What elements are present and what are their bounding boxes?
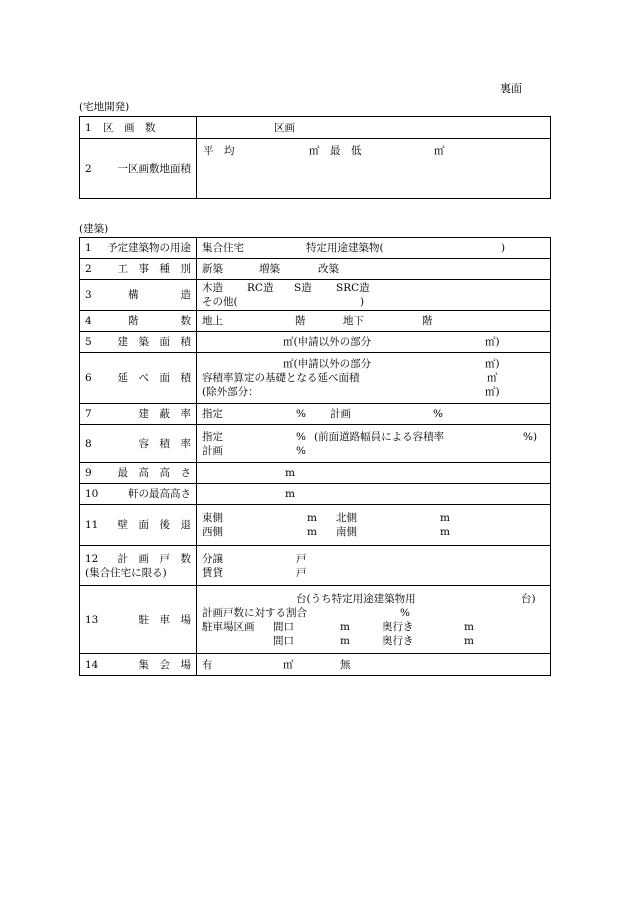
value-text: 階 [295,315,306,327]
value-text: ㎡ [283,658,294,671]
section-title-land: (宅地開発) [79,101,130,113]
value-text: 分譲 [202,552,223,565]
value-text: m [464,620,474,633]
page-side-label: 裏面 [500,82,522,95]
label-note: (集合住宅に限る) [85,566,167,579]
value-text: 駐車場区画 [202,620,255,633]
value-text: % [433,408,443,420]
label-text: 階 数 [128,315,191,327]
value-text: 改築 [318,263,339,275]
row-number: 12 [85,552,99,565]
value-text: 階 [422,315,433,327]
value-text: 計画戸数に対する割合 [202,606,307,619]
value-text: m [464,634,474,647]
land-development-table [79,116,551,199]
meeting-room-value[interactable] [197,654,551,676]
row-label [80,238,197,259]
value-text: 地上 [202,315,223,327]
value-text: ) [360,296,365,308]
unit-text: 区画 [274,122,295,134]
structure-value[interactable] [197,280,551,311]
value-text: m [307,526,317,538]
value-text: 戸 [296,552,307,565]
row-label [80,484,197,505]
row-number: 2 [85,263,92,275]
value-text: m [340,634,350,647]
value-text: % [400,606,410,619]
label-text: 予定建築物の用途 [107,242,191,254]
label-text: 軒の最高高さ [128,488,191,500]
row-number: 8 [85,437,92,450]
row-number: 11 [85,519,99,531]
value-text: その他( [202,296,238,308]
avg-label: 平 均 [203,145,235,157]
m2-unit: ㎡ [309,145,320,157]
building-area-value[interactable] [197,332,551,353]
value-text: ㎡(申請以外の部分 [283,336,372,348]
row-number: 1 [85,121,92,134]
row-label [80,404,197,425]
use-value[interactable] [197,238,551,259]
row-label [80,259,197,280]
row-number: 1 [85,242,92,254]
units-value[interactable] [197,546,551,586]
row-label [80,280,197,311]
parking-value[interactable] [197,586,551,654]
label-text: 容 積 率 [138,437,191,450]
value-text: m [340,620,350,633]
floor-area-value[interactable] [197,353,551,404]
coverage-ratio-value[interactable] [197,404,551,425]
value-text: 無 [340,658,351,671]
value-text: m [285,467,295,479]
value-text: ㎡(申請以外の部分 [283,358,372,370]
eaves-height-value[interactable] [197,484,551,505]
building-table [79,237,551,676]
value-text: 特定用途建築物( [306,242,384,254]
value-text: 計画 [202,444,223,457]
lots-value[interactable] [197,117,551,139]
value-text: (除外部分： [202,386,259,398]
value-text: 賃貸 [202,566,223,579]
label-text: 壁 面 後 退 [117,519,191,531]
max-height-value[interactable] [197,463,551,484]
value-text: 計画 [330,408,351,420]
value-text: 東側 [202,512,223,524]
m2-unit: ㎡ [434,145,445,157]
row-label [80,505,197,546]
label-text: 構 造 [128,289,191,301]
row-number: 2 [85,162,92,175]
value-text: m [285,488,295,500]
value-text: 間口 [273,620,294,633]
value-text: SRC造 [336,282,370,294]
row-label [80,311,197,332]
value-text: m [440,512,450,524]
label-text: 区 画 数 [103,121,156,134]
value-text: 南側 [336,526,357,538]
label-text: 駐 車 場 [138,613,191,626]
row-label [80,425,197,463]
row-number: 10 [85,488,99,500]
value-text: (前面道路幅員による容積率 [314,430,445,443]
label-text: 集 会 場 [138,658,191,671]
row-label [80,586,197,654]
row-label [80,654,197,676]
value-text: 地下 [343,315,364,327]
value-text: 木造 [202,282,223,294]
row-number: 3 [85,289,92,301]
row-number: 14 [85,658,99,671]
row-label [80,139,197,199]
value-text: 戸 [296,566,307,579]
value-text: m [307,512,317,524]
value-text: %) [523,430,538,443]
lot-area-value[interactable] [197,139,551,199]
min-label: 最 低 [330,145,362,157]
value-text: 指定 [202,430,223,443]
label-text: 工 事 種 別 [117,263,191,275]
row-label [80,463,197,484]
row-label [80,117,197,139]
label-text: 一区画敷地面積 [117,162,191,175]
value-text: S造 [294,282,312,294]
value-text: 北側 [336,512,357,524]
row-number: 13 [85,613,99,626]
label-text: 建 蔽 率 [138,408,191,420]
value-text: 有 [202,658,213,671]
value-text: ㎡ [487,372,498,384]
value-text: % [296,444,306,457]
value-text: 新築 [202,263,223,275]
value-text: 奥行き [382,634,414,647]
floor-area-ratio-value[interactable] [197,425,551,463]
row-label [80,546,197,586]
row-number: 6 [85,372,92,384]
label-text: 計 画 戸 数 [117,552,191,565]
row-number: 9 [85,467,92,479]
setback-value[interactable] [197,505,551,546]
value-text: 容積率算定の基礎となる延べ面積 [202,372,360,384]
section-title-building: (建築) [79,223,109,235]
value-text: ) [501,242,506,254]
value-text: 奥行き [382,620,414,633]
value-text: 間口 [273,634,294,647]
value-text: ㎡) [485,336,500,348]
floors-value[interactable] [197,311,551,332]
value-text: m [440,526,450,538]
value-text: RC造 [247,282,274,294]
value-text: ㎡) [485,386,500,398]
value-text: ㎡) [485,358,500,370]
label-text: 最 高 高 さ [117,467,191,479]
value-text: 台) [521,592,536,605]
value-text: 集合住宅 [202,242,244,254]
value-text: 台(うち特定用途建築物用 [296,592,416,605]
row-number: 5 [85,336,92,348]
row-label [80,332,197,353]
value-text: 指定 [202,408,223,420]
label-text: 建 築 面 積 [117,336,191,348]
value-text: % [296,408,306,420]
label-text: 延 べ 面 積 [117,372,191,384]
row-label [80,353,197,404]
work-type-value[interactable] [197,259,551,280]
value-text: % [296,430,306,443]
value-text: 西側 [202,526,223,538]
row-number: 4 [85,315,92,327]
row-number: 7 [85,408,92,420]
value-text: 増築 [259,263,280,275]
